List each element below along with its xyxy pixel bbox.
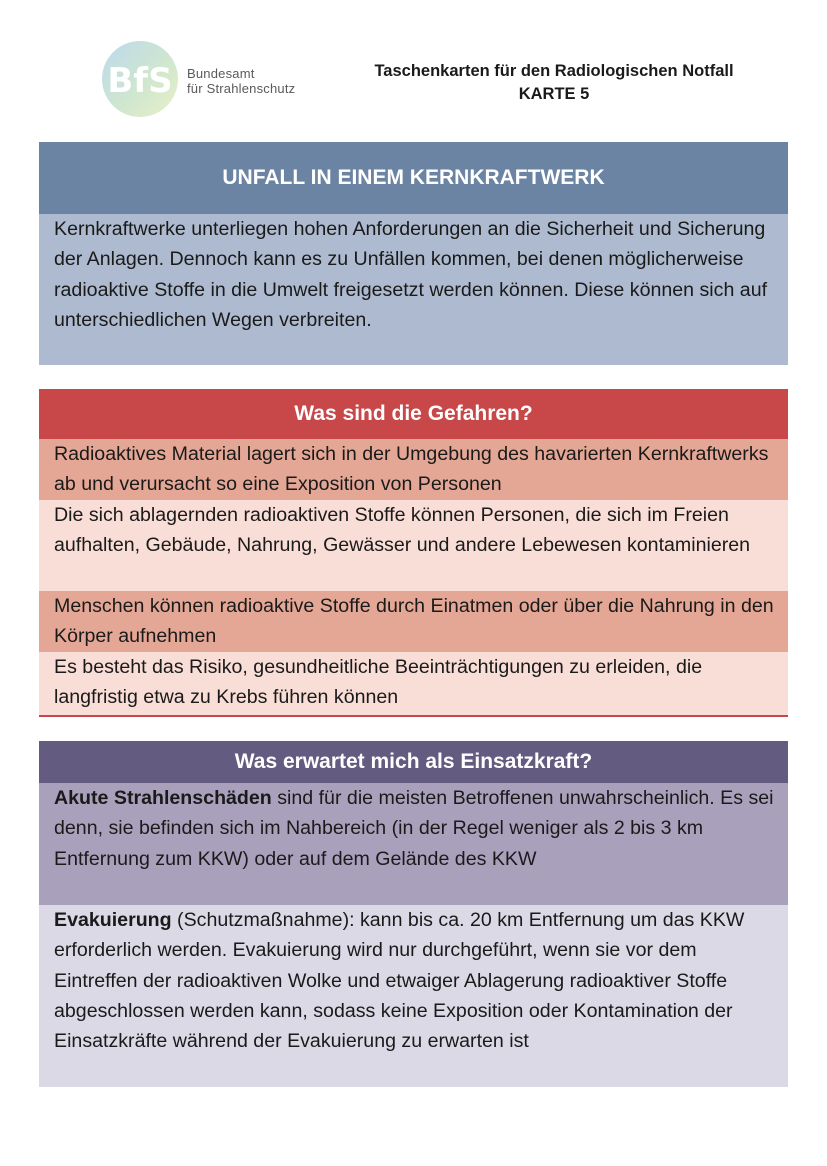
danger-item: Menschen können radioaktive Stoffe durch Einatmen oder über die Nahrung in den Körper aufnehmen <box>39 591 788 652</box>
bfs-logo <box>100 38 300 122</box>
expectation-text: sind für die meisten Betroffenen unwahrscheinlich. Es sei denn, sie befinden sich im Nahbereich (in der Regel weniger als 2 bis 3 km Entfernung zum KKW) oder auf dem Gelände des KKW <box>54 787 774 870</box>
page-header <box>0 0 827 130</box>
expectation-text: (Schutzmaßnahme): kann bis ca. 20 km Entfernung um das KKW erforderlich werden. Evakuierung wird nur durchgeführt, wenn sie vor dem Eintreffen der radioaktiven Wolke und etwaiger Ablagerung radioaktiver Stoffe abgeschlossen werden kann, sodass keine Exposition oder Kontamination der Einsatzkräfte während der Evakuierung zu erwarten ist <box>54 909 745 1053</box>
danger-item: Die sich ablagernden radioaktiven Stoffe können Personen, die sich im Freien aufhalten, Gebäude, Nahrung, Gewässer und andere Lebewesen kontaminieren <box>39 500 788 591</box>
dangers-section <box>39 389 788 717</box>
svg-text:BfS: BfS <box>107 61 173 101</box>
dangers-heading: Was sind die Gefahren? <box>39 389 788 439</box>
danger-item: Es besteht das Risiko, gesundheitliche Beeinträchtigungen zu erleiden, die langfristig etwa zu Krebs führen können <box>39 652 788 715</box>
expectations-heading: Was erwartet mich als Einsatzkraft? <box>39 741 788 783</box>
danger-item: Radioaktives Material lagert sich in der Umgebung des havarierten Kernkraftwerks ab und verursacht so eine Exposition von Personen <box>39 439 788 500</box>
expectations-section <box>39 741 788 1087</box>
expectation-term: Akute Strahlenschäden <box>54 787 272 809</box>
expectation-item <box>39 905 788 1087</box>
intro-heading: UNFALL IN EINEM KERNKRAFTWERK <box>39 142 788 214</box>
bfs-logo-icon <box>100 38 184 122</box>
logo-wordmark: Bundesamt für Strahlenschutz <box>187 66 296 96</box>
intro-section <box>39 142 788 365</box>
expectation-item <box>39 783 788 905</box>
intro-text: Kernkraftwerke unterliegen hohen Anforderungen an die Sicherheit und Sicherung der Anlagen. Dennoch kann es zu Unfällen kommen, bei denen möglicherweise radioaktive Stoffe in die Umwelt freigesetzt werden können. Diese können sich auf unterschiedlichen Wegen verbreiten. <box>39 214 788 365</box>
expectation-term: Evakuierung <box>54 909 172 931</box>
card-title: Taschenkarten für den Radiologischen Notfall KARTE 5 <box>374 62 734 103</box>
